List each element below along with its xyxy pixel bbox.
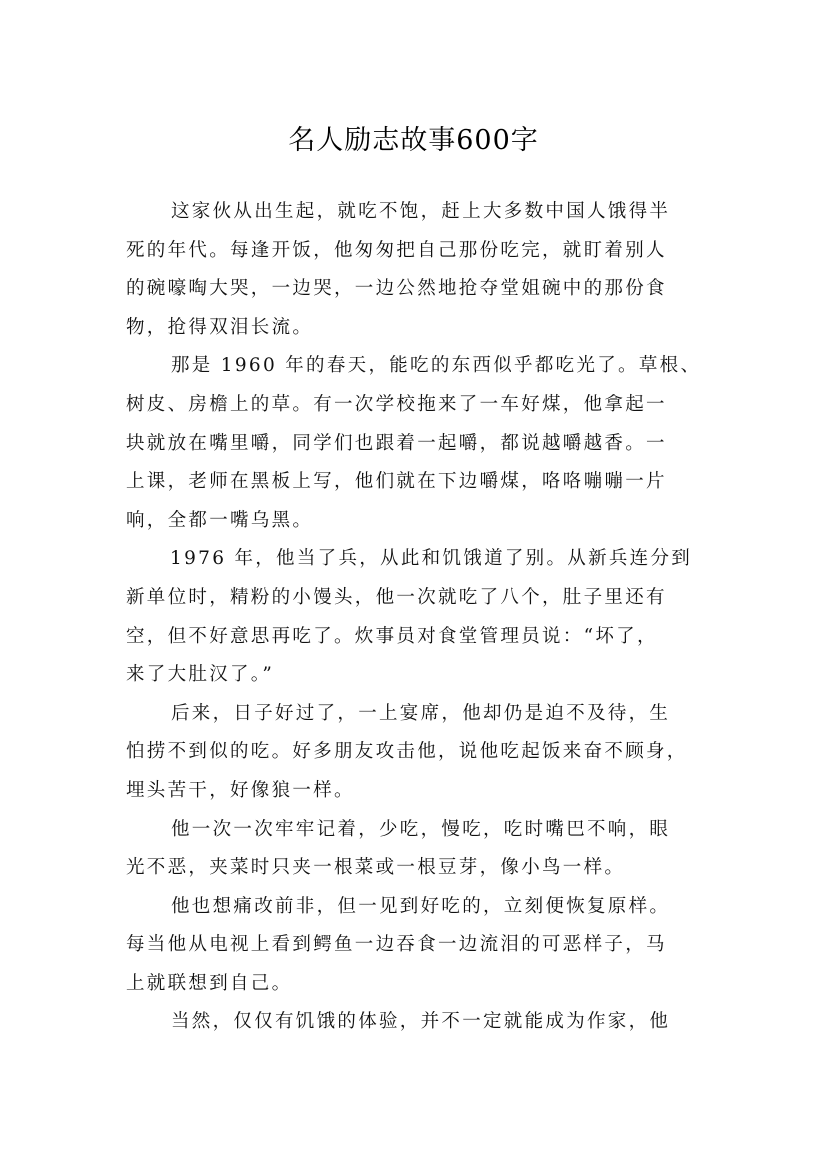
text-line: 当然，仅仅有饥饿的体验，并不一定就能成为作家，他 [171,1011,671,1033]
text-line: 新单位时，精粉的小馒头，他一次就吃了八个，肚子里还有 [126,586,667,608]
text-line: 块就放在嘴里嚼，同学们也跟着一起嚼，都说越嚼越香。一 [126,432,667,454]
text-line: 树皮、房檐上的草。有一次学校拖来了一车好煤，他拿起一 [126,393,667,415]
text-line: 光不恶，夹菜时只夹一根菜或一根豆芽，像小鸟一样。 [126,857,626,879]
text-line: 埋头苦干，好像狼一样。 [126,779,355,801]
text-line: 后来，日子好过了，一上宴席，他却仍是迫不及待，生 [171,702,671,724]
text-line: 响，全都一嘴乌黑。 [126,509,314,531]
text-line: 他也想痛改前非，但一见到好吃的，立刻便恢复原样。 [171,895,671,917]
text-line: 这家伙从出生起，就吃不饱，赶上大多数中国人饿得半 [171,201,671,222]
text-line: 1976 年，他当了兵，从此和饥饿道了别。从新兵连分到 [170,548,693,570]
text-line: 的碗嚎啕大哭，一边哭，一边公然地抢夺堂姐碗中的那份食 [126,278,667,300]
text-line: 空，但不好意思再吃了。炊事员对食堂管理员说：“坏了， [126,625,658,647]
text-line: 死的年代。每逢开饭，他匆匆把自己那份吃完，就盯着别人 [126,239,667,261]
document-title: 名人励志故事600字 [288,125,539,157]
document-body [126,193,712,1042]
text-line: 怕捞不到似的吃。好多朋友攻击他，说他吃起饭来奋不顾身， [126,741,688,763]
text-line: 他一次一次牢牢记着，少吃，慢吃，吃时嘴巴不响，眼 [171,818,671,840]
text-line: 那是 1960 年的春天，能吃的东西似乎都吃光了。草根、 [171,355,702,377]
text-line: 每当他从电视上看到鳄鱼一边吞食一边流泪的可恶样子，马 [126,934,667,956]
text-line: 上就联想到自己。 [126,972,293,994]
text-line: 上课，老师在黑板上写，他们就在下边嚼煤，咯咯嘣嘣一片 [126,471,667,493]
text-line: 物，抢得双泪长流。 [126,316,314,338]
text-line: 来了大肚汉了。” [126,664,275,686]
